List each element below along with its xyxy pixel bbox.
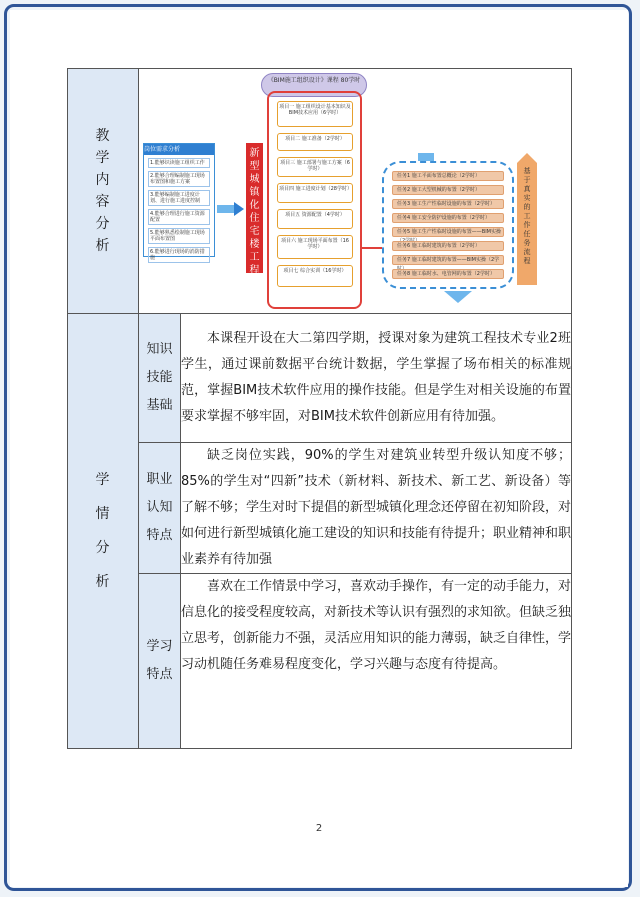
- project-item: 项目七 综合实训（16学时）: [277, 265, 353, 287]
- project-item: 项目四 施工进度计划（28学时）: [277, 183, 353, 203]
- document-page: [10, 10, 628, 887]
- task-item: 任务3 施工生产性临时设施的布置（2学时）: [392, 199, 504, 209]
- task-item: 任务7 施工临时建筑的布置——BIM实操（2学: [392, 255, 504, 265]
- project-item: 项目一 施工组织设计基本知识及BIM技术应用（6学时）: [277, 101, 353, 127]
- task-item: 任务5 施工生产性临时设施的布置——BIM实操: [392, 227, 504, 237]
- project-item: 项目六 施工现场平面布置（16学时）: [277, 235, 353, 259]
- job-requirement-title: 岗位需求分析: [144, 144, 214, 155]
- lesson-analysis-table: [67, 68, 572, 749]
- knowledge-skill-label: 知识技能基础: [139, 314, 181, 443]
- learning-trait-label: 学习特点: [139, 574, 181, 749]
- workflow-side-label: 基于真实的工作任务流程: [517, 163, 537, 285]
- task-item: 任务1 施工平面布置总概论（2学时）: [392, 171, 504, 181]
- flow-arrow-shaft: [217, 205, 235, 213]
- project-theme-column: 新型城镇化住宅楼工程: [246, 143, 263, 273]
- task-item: 任务2 施工大型机械的布置（2学时）: [392, 185, 504, 195]
- teaching-content-row: [68, 69, 572, 314]
- job-requirement-item: 5.能够熟悉绘制施工现场平面布置图: [148, 228, 210, 244]
- job-requirement-item: 6.能够进行现场的消防措施: [148, 247, 210, 263]
- project-task-connector: [362, 247, 382, 249]
- job-requirement-item: 2.能够合理编制施工现场布置图和施工方案: [148, 171, 210, 187]
- task-top-arrow-shaft: [418, 153, 434, 161]
- career-cognition-label: 职业认知特点: [139, 443, 181, 574]
- task-item: 任务4 施工安全防护设施的布置（2学时）: [392, 213, 504, 223]
- student-analysis-row-1: [68, 314, 572, 443]
- flow-arrow-icon: [234, 202, 244, 216]
- task-bottom-arrow-icon: [444, 291, 472, 303]
- job-requirement-item: 4.能够合理进行施工资源配置: [148, 209, 210, 225]
- teaching-content-diagram: [139, 69, 572, 314]
- career-cognition-text: 缺乏岗位实践，90%的学生对建筑业转型升级认知度不够；85%的学生对“四新”技术（新材料、新技术、新工艺、新设备）等了解不够；学生对时下提倡的新型城镇化理念还停留在初知阶段，对如何进行新型城镇化施工建设的知识和技能有待提升；职业精神和职业素养有待加强: [181, 443, 572, 574]
- task-item: 任务8 施工临时水、电管网的布置（2学时）: [392, 269, 504, 279]
- job-requirement-item: 1.能够识读施工组织工作: [148, 158, 210, 168]
- student-analysis-label: 学情分析: [68, 314, 139, 749]
- job-requirement-box: [143, 143, 215, 261]
- page-number: 2: [315, 823, 323, 834]
- student-analysis-row-3: [68, 574, 572, 749]
- course-title-badge: 《BIM施工组织设计》课程 80学时: [261, 73, 367, 97]
- project-item: 项目五 资源配置（4学时）: [277, 209, 353, 229]
- teaching-content-label: 教学内容分析: [68, 69, 139, 314]
- task-item: 任务6 施工临时建筑的布置（2学时）: [392, 241, 504, 251]
- knowledge-skill-text: 本课程开设在大二第四学期，授课对象为建筑工程技术专业2班学生，通过课前数据平台统计数据，学生掌握了场布相关的标准规范，掌握BIM技术软件应用的操作技能。但是学生对相关设施的布置要求掌握不够牢固，对BIM技术软件创新应用有待加强。: [181, 314, 572, 443]
- learning-trait-text: 喜欢在工作情景中学习，喜欢动手操作，有一定的动手能力，对信息化的接受程度较高，对新技术等认识有强烈的求知欲。但缺乏独立思考，创新能力不强，灵活应用知识的能力薄弱，缺乏自律性，学习动机随任务难易程度变化，学习兴趣与态度有待提高。: [181, 574, 572, 749]
- student-analysis-row-2: [68, 443, 572, 574]
- project-item: 项目二 施工准备（2学时）: [277, 133, 353, 151]
- job-requirement-item: 3.能够编制施工进度计划、进行施工进度控制: [148, 190, 210, 206]
- project-item: 项目三 施工部署与施工方案（6学时）: [277, 157, 353, 177]
